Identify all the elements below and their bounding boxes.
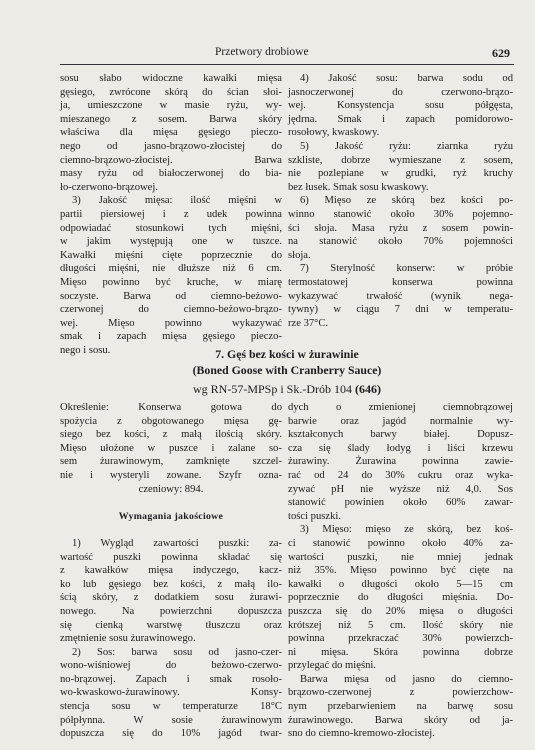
text-line: sno do ciemno-kremowo-złocistej. bbox=[288, 728, 435, 740]
text-line: barwie oraz jagód normalnie wy- bbox=[288, 415, 513, 427]
text-line: wej. Konsystencja sosu półgęsta, bbox=[288, 100, 513, 112]
text-line: 6) Mięso ze skórą bez kości po- bbox=[300, 195, 513, 207]
text-line: wykazywać trwałość (wynik nega- bbox=[288, 290, 513, 302]
text-line: sem żurawinowym, zamknięte szczel- bbox=[60, 456, 282, 468]
text-line: poprzecznie do długości mięśnia. Do- bbox=[288, 592, 513, 604]
text-line: na stanowić około 70% pojemności bbox=[288, 236, 513, 248]
text-line: ja, umieszczone w masie ryżu, wy- bbox=[60, 100, 282, 112]
spacer bbox=[60, 496, 282, 510]
text-line: długości mięśni, nie dłuższe niż 6 cm. bbox=[60, 263, 282, 275]
text-line: 4) Jakość sosu: barwa sodu od bbox=[300, 73, 513, 84]
text-line: słoja. bbox=[288, 249, 311, 261]
text-line: żurawiny. Żurawina powinna zawie- bbox=[288, 456, 513, 468]
text-line: nowego. Na powierzchni dopuszcza bbox=[60, 605, 282, 617]
text-line: nego od jasno-brązowo-złocistej do bbox=[60, 140, 282, 152]
text-line: sosu słabo widoczne kawałki mięsa bbox=[60, 73, 282, 84]
text-line: wo-kwaskowo-żurawinowy. Konsy- bbox=[60, 687, 282, 699]
text-line: się cienką warstwę tłuszczu oraz bbox=[60, 619, 282, 631]
text-line: 2) Sos: barwa sosu od jasno-czer- bbox=[72, 646, 282, 658]
text-line: dych o zmienionej ciemnobrązowej bbox=[288, 402, 513, 413]
text-line: ni mięsa. Skóra powinna dobrze bbox=[288, 646, 513, 658]
requirements-heading: Wymagania jakościowe bbox=[118, 510, 224, 522]
text-line: brązowo-czerwonej z powierzchow- bbox=[288, 687, 513, 699]
text-line: ko lub gęsiego bez kości, z małą ilo- bbox=[60, 578, 282, 590]
text-line: 1) Wygląd zawartości puszki: za- bbox=[72, 537, 282, 549]
text-line: mieszanego z sosem. Barwa skóry bbox=[60, 113, 282, 125]
text-line: partii piersiowej i z udek powinna bbox=[60, 208, 282, 220]
page-header bbox=[60, 46, 510, 60]
text-line: cza się ślady łodyg i liści krzewu bbox=[288, 442, 513, 454]
text-line: zmętnienie sosu żurawinowego. bbox=[60, 633, 196, 645]
text-line: ścią skóry, z dodatkiem sosu żurawi- bbox=[60, 592, 282, 604]
bottom-left-column bbox=[60, 401, 282, 741]
text-line: termostatowej konserwa powinna bbox=[288, 276, 513, 288]
text-line: wartość puszki powinna składać się bbox=[60, 551, 282, 563]
text-line: Mięso powinno być kruche, w miarę bbox=[60, 276, 282, 288]
section-title: 7. Gęś bez kości w żurawinie bbox=[215, 347, 359, 361]
text-line: no-brązowej. Zapach i smak rosoło- bbox=[60, 673, 282, 685]
text-line: dopuszcza się do 10% jagód twar- bbox=[60, 728, 282, 740]
text-line: żurawinowego. Barwa skóry od ja- bbox=[288, 714, 513, 726]
standard-code: (646) bbox=[355, 382, 381, 396]
text-line: powinna przekraczać 30% powierzch- bbox=[288, 633, 513, 645]
text-line: tości puszki. bbox=[288, 510, 341, 522]
text-line: szkliste, dobrze wymieszane z sosem, bbox=[288, 154, 513, 166]
text-line: 3) Jakość mięsa: ilość mięśni w bbox=[72, 195, 282, 207]
text-line: 7) Sterylność konserw: w próbie bbox=[300, 263, 513, 275]
text-line: Określenie: Konserwa gotowa do bbox=[60, 402, 282, 413]
text-line: puszcza się do 20% mięsa o długości bbox=[288, 605, 513, 617]
top-right-column bbox=[288, 72, 513, 330]
text-line: rze 37°C. bbox=[288, 317, 329, 329]
text-line: nym przebarwieniem na barwę sosu bbox=[288, 701, 513, 713]
text-line: bez łusek. Smak sosu kwaskowy. bbox=[288, 181, 429, 193]
text-line: ciemno-brązowo-złocistej. Barwa bbox=[60, 154, 282, 166]
text-line: niż 35%. Mięso powinno być cięte na bbox=[288, 565, 513, 577]
text-line: w jakim występują one w tuszce. bbox=[60, 236, 282, 248]
bottom-right-column bbox=[288, 401, 513, 741]
text-line: siego bez kości, z małą ilością skóry. bbox=[60, 429, 282, 441]
text-line: wartości puszki, nie mniej jednak bbox=[288, 551, 513, 563]
text-line: soczyste. Barwa od ciemno-beżowo- bbox=[60, 290, 282, 302]
text-line: jasnoczerwonej do czerwono-brązo- bbox=[288, 86, 513, 98]
text-line: 5) Jakość ryżu: ziarnka ryżu bbox=[300, 140, 513, 152]
text-line: nie pozlepiane w grudki, ryż kruchy bbox=[288, 168, 513, 180]
text-line: kawałki o długości około 5—15 cm bbox=[288, 578, 513, 590]
text-line: tywny) w ciągu 7 dni w temperatu- bbox=[288, 304, 513, 316]
text-line: nego i sosu. bbox=[60, 344, 111, 356]
text-line: spożycia z obgotowanego mięsa gę- bbox=[60, 415, 282, 427]
text-line: właściwa dla mięsa gęsiego pieczo- bbox=[60, 127, 282, 139]
page-number: 629 bbox=[492, 46, 510, 60]
text-line: Mięso ułożone w puszce i zalane so- bbox=[60, 442, 282, 454]
text-line: masy ryżu od białoczerwonej do bia- bbox=[60, 168, 282, 180]
text-line: czerwonej do ciemno-beżowo-brązo- bbox=[60, 304, 282, 316]
text-line: winno stanowić około 30% pojemno- bbox=[288, 208, 513, 220]
text-line: odpowiadać stosunkowi tych mięśni, bbox=[60, 222, 282, 234]
text-line: stanowić powinien około 60% zawar- bbox=[288, 497, 513, 509]
text-line: stencja sosu w temperaturze 18°C bbox=[60, 701, 282, 713]
text-line: jędrna. Smak i zapach pomidorowo- bbox=[288, 113, 513, 125]
text-line: gęsiego, zwrócone skórą do ścian słoi- bbox=[60, 86, 282, 98]
top-left-column bbox=[60, 72, 282, 357]
running-title: Przetwory drobiowe bbox=[215, 46, 309, 58]
text-line: 3) Mięso: mięso ze skórą, bez koś- bbox=[300, 524, 513, 536]
text-line: ło-czerwono-brązowej. bbox=[60, 181, 158, 193]
section-subtitle: (Boned Goose with Cranberry Sauce) bbox=[192, 363, 382, 377]
text-line: nie i wysteryli zowane. Szyfr ozna- bbox=[60, 469, 282, 481]
text-line: półpłynna. W sosie żurawinowym bbox=[60, 714, 282, 726]
text-line: ci stanowić powinno około 40% za- bbox=[288, 537, 513, 549]
text-line: krótszej niż 5 cm. Ilość skóry nie bbox=[288, 619, 513, 631]
text-line: przylegać do mięśni. bbox=[288, 660, 376, 672]
text-line: czeniowy: 894. bbox=[138, 483, 204, 495]
text-line: wono-wiśniowej do beżowo-czerwo- bbox=[60, 660, 282, 672]
text-line: Barwa mięsa od jasno do ciemno- bbox=[300, 673, 513, 685]
text-line: ści słoja. Masa ryżu z sosem powin- bbox=[288, 222, 513, 234]
text-line: Kawałki mięśni cięte poprzecznie do bbox=[60, 249, 282, 261]
header-rule bbox=[60, 64, 514, 65]
text-line: smak i zapach mięsa gęsiego pieczo- bbox=[60, 331, 282, 343]
text-line: z kawałków mięsa indyczego, kacz- bbox=[60, 565, 282, 577]
text-line: zywać pH nie wyższe niż 4,0. Sos bbox=[288, 483, 513, 495]
text-line: rosołowy, kwaskowy. bbox=[288, 127, 380, 139]
standard-reference: wg RN-57-MPSp i Sk.-Drób 104 bbox=[192, 382, 352, 396]
section-standard bbox=[60, 382, 514, 397]
text-line: kształconych barwy białej. Dopusz- bbox=[288, 429, 513, 441]
text-line: wej. Mięso powinno wykazywać bbox=[60, 317, 282, 329]
spacer bbox=[60, 523, 282, 537]
text-line: rać od 24 do 30% cukru oraz wyka- bbox=[288, 469, 513, 481]
